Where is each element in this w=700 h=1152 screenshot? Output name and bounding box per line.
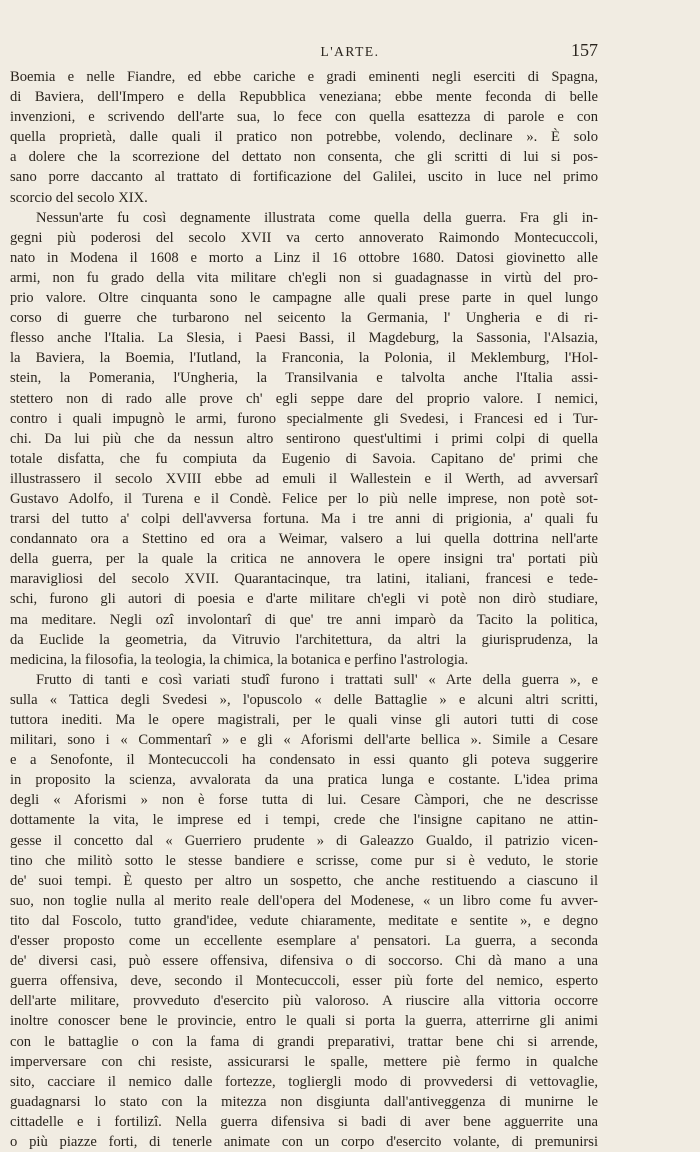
text-line: stettero non di rado alle prove ch' egli seppe dare del proprio valore. I nemici,	[10, 390, 598, 407]
text-line: schi, furono gli autori di poesia e d'arte militare ch'egli vi potè non dirò studiare,	[10, 591, 598, 608]
text-line: Frutto di tanti e così variati studî furono i trattati sull' « Arte della guerra », e	[36, 671, 598, 688]
text-line: inoltre conoscer bene le provincie, entro le quali si porta la guerra, atterrirne gli animi	[10, 1013, 598, 1030]
running-title: L'ARTE.	[320, 44, 380, 59]
text-line: nato in Modena il 1608 e morto a Linz il 16 ottobre 1680. Datosi giovinetto alle	[10, 249, 598, 266]
text-line: tito dal Foscolo, tutto grand'idee, vedute chiaramente, meditate e sentite », e degno	[10, 912, 598, 929]
text-line: militari, sono i « Commentarî » e gli « Aforismi dell'arte bellica ». Simile a Cesare	[10, 732, 598, 749]
text-line: tino che militò sotto le stesse bandiere e scrisse, come pur si è veduto, le storie	[10, 852, 598, 869]
text-line: suo, non toglie nulla al merito reale dell'opera del Modenese, « un libro come fu avver-	[10, 892, 598, 909]
text-line: guerra offensiva, deve, secondo il Montecuccoli, esser più forte del nemico, esperto	[10, 973, 598, 990]
text-line: maravigliosi del secolo XVII. Quarantacinque, tra latini, italiani, francesi e tede-	[10, 571, 598, 588]
text-line: sano porre daccanto al trattato di fortificazione del Galilei, uscito in luce nel primo	[10, 169, 598, 186]
text-line: scorcio del secolo XIX.	[10, 189, 148, 206]
paragraph	[10, 208, 598, 670]
text-line: condannato ora a Stettino ed ora a Weimar, valsero a lui quella dottrina nell'arte	[10, 531, 598, 548]
text-line: o più piazze forti, di tenerle animate con un corpo d'esercito volante, di premunirsi	[10, 1133, 598, 1150]
text-line: prio valore. Oltre cinquanta sono le campagne alle quali prese parte in quel lungo	[10, 290, 598, 307]
text-line: cittadelle e i fortilizî. Nella guerra difensiva si badi di aver bene agguerrite una	[10, 1113, 598, 1130]
text-line: con le battaglie o con la fama di grandi preparativi, trattar bene chi si arrende,	[10, 1033, 598, 1050]
text-line: ma meditare. Negli ozî involontarî di que' tre anni imparò da Tacito la politica,	[10, 611, 598, 628]
text-line: d'esser proposto come un eccellente esemplare a' pensatori. La guerra, a seconda	[10, 933, 598, 950]
text-line: degli « Aforismi » non è forse tutta di lui. Cesare Càmpori, che ne descrisse	[10, 792, 598, 809]
text-line: de' suoi tempi. È questo per altro un sospetto, che anche restituendo a ciascuno il	[10, 872, 598, 889]
paragraph	[10, 67, 598, 208]
page-header	[0, 40, 700, 64]
text-line: sulla « Tattica degli Svedesi », l'opuscolo « delle Battaglie » e alcuni altri scritti,	[10, 691, 598, 708]
text-line: della guerra, per la quale la critica ne annovera le opere insigni tra' portati più	[10, 551, 598, 568]
text-line: da Euclide la geometria, da Vitruvio l'architettura, da altri la giurisprudenza, la	[10, 631, 598, 648]
text-line: e a Senofonte, il Montecuccoli ha condensato in essi quanto gli poteva suggerire	[10, 752, 598, 769]
text-body	[10, 67, 598, 1152]
paragraph	[10, 670, 598, 1152]
text-line: Gustavo Adolfo, il Turena e il Condè. Felice per lo più nelle imprese, non potè sot-	[10, 490, 598, 507]
text-line: contro i quali impugnò le armi, furono specialmente gli Svedesi, i Francesi ed i Tur-	[10, 410, 598, 427]
text-line: quella proprietà, dalle quali il pratico non potrebbe, volendo, declinare ». È solo	[10, 129, 598, 146]
text-line: totale disfatta, che fu compiuta da Eugenio di Savoia. Capitano de' primi che	[10, 450, 598, 467]
text-line: guadagnarsi lo stato con la mitezza non disgiunta dall'antiveggenza di munirne le	[10, 1093, 598, 1110]
text-line: corso di guerre che turbarono nel seicento la Germania, l' Ungheria e di ri-	[10, 310, 598, 327]
text-line: la Baviera, la Boemia, l'Iutland, la Franconia, la Polonia, il Meklemburg, l'Hol-	[10, 350, 598, 367]
text-line: chi. Da lui più che da nessun altro sentirono quest'ultimi i primi colpi di quella	[10, 430, 598, 447]
text-line: flesso anche l'Italia. La Slesia, i Paesi Bassi, il Magdeburg, la Sassonia, l'Alsazia,	[10, 330, 598, 347]
text-line: trarsi del tutto a' colpi dell'avversa fortuna. Ma i tre anni di prigionia, a' quali fu	[10, 511, 598, 528]
text-line: armi, non fu grado della vita militare ch'egli non si guadagnasse in virtù del pro-	[10, 269, 598, 286]
text-line: gegni più poderosi del secolo XVII va certo annoverato Raimondo Montecuccoli,	[10, 229, 598, 246]
text-line: imperversare con chi resiste, assicurarsi le spalle, mettere piè fermo in qualche	[10, 1053, 598, 1070]
text-line: sito, cacciare il nemico dalle fortezze, togliergli modo di provvedersi di vettovaglie,	[10, 1073, 598, 1090]
text-line: in proposito la scienza, avvalorata da una pratica lunga e costante. L'idea prima	[10, 772, 598, 789]
text-line: dottamente la vita, le imprese ed i tempi, crede che l'insigne capitano ne attin-	[10, 812, 598, 829]
text-line: Nessun'arte fu così degnamente illustrata come quella della guerra. Fra gli in-	[36, 209, 598, 226]
text-line: invenzioni, e scrivendo dell'arte sua, lo fece con quella esattezza di parole e con	[10, 109, 598, 126]
text-line: Boemia e nelle Fiandre, ed ebbe cariche e gradi eminenti negli eserciti di Spagna,	[10, 69, 598, 85]
text-line: tuttora inediti. Ma le opere magistrali, per le quali vinse gli autori tutti di cose	[10, 712, 598, 728]
text-line: illustrassero il secolo XVIII ebbe ad emuli il Wallestein e il Werth, ad avversarî	[10, 470, 598, 487]
text-line: stein, la Pomerania, l'Ungheria, la Transilvania e talvolta anche l'Italia assi-	[10, 370, 598, 387]
text-line: gesse il concetto dal « Guerriero prudente » di Galeazzo Gualdo, il patrizio vicen-	[10, 832, 598, 849]
text-line: a dolere che la scorrezione del dettato non consenta, che gli scritti di lui si pos-	[10, 149, 598, 166]
page-number: 157	[571, 40, 598, 60]
text-line: dell'arte militare, provveduto d'esercito più valoroso. A riuscire alla vittoria occorre	[10, 993, 598, 1010]
text-line: de' diversi casi, può essere offensiva, difensiva o di soccorso. Chi dà mano a una	[10, 953, 598, 970]
text-line: di Baviera, dell'Impero e della Repubblica veneziana; ebbe mente feconda di belle	[10, 89, 598, 106]
text-line: medicina, la filosofia, la teologia, la chimica, la botanica e perfino l'astrologia.	[10, 651, 469, 668]
